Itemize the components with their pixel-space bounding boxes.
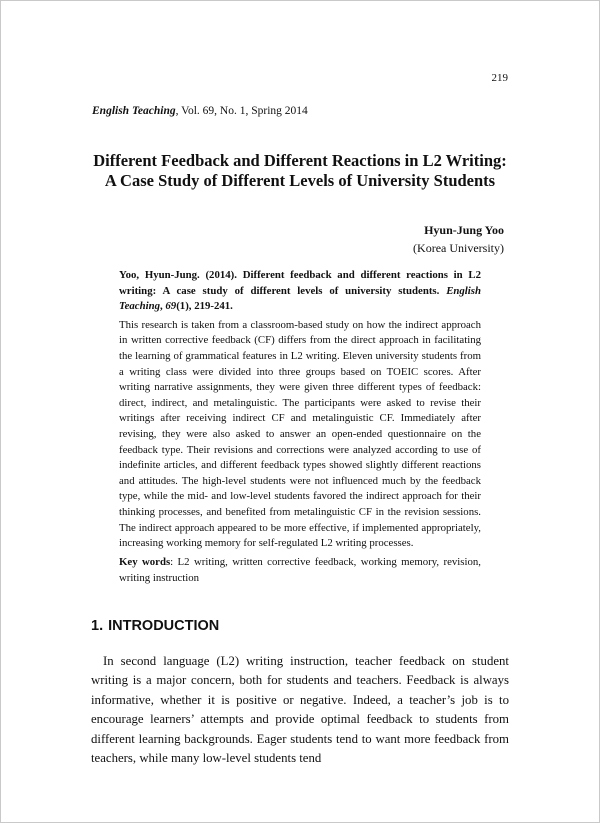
- paper-title-line-1: Different Feedback and Different Reactions in L2 Writing:: [93, 151, 507, 170]
- page-number: 219: [491, 72, 508, 84]
- keywords: [119, 555, 481, 586]
- keywords-label: Key words: [119, 556, 171, 568]
- citation-volume: 69: [165, 300, 177, 313]
- paper-title: [60, 151, 540, 191]
- journal-issue: , Vol. 69, No. 1, Spring 2014: [175, 105, 308, 117]
- journal-name: English Teaching: [92, 105, 176, 117]
- abstract-block: [119, 268, 481, 552]
- citation-separator: ,: [160, 300, 166, 313]
- author-affiliation: (Korea University): [413, 241, 504, 255]
- citation: [119, 268, 481, 315]
- abstract-text: This research is taken from a classroom-based study on how the indirect approach in written corrective feedback (CF) differs from the direct approach in facilitating the learning of grammatical features in L2 writing. Eleven university students from a writing class were divided into three groups based on TOEIC scores. After writing narrative assignments, they were given three different types of feedback: direct, indirect, and metalinguistic. The participants were asked to revise their writings after receiving indirect CF and metalinguistic CF. Immediately after revising, they were also asked to answer an open-ended questionnaire on the feedback type. Their revisions and corrections were analyzed according to use of indefinite articles, and different feedback types showed slightly different reactions and attitudes. The high-level students were not influenced much by the feedback type, while the mid- and low-level students favored the indirect approach for their thinking processes, and benefited from metalinguistic CF in the revision sessions. The indirect approach appeared to be more effective, if implemented appropriately, increasing working memory for self-regulated L2 writing processes.: [119, 318, 481, 550]
- citation-authors-year: Yoo, Hyun-Jung. (2014).: [119, 269, 243, 281]
- paper-title-line-2: A Case Study of Different Levels of University Students: [104, 171, 496, 190]
- citation-title: Different feedback and different reactions in L2 writing: A case study of different levels of university students.: [119, 269, 481, 297]
- section-title: INTRODUCTION: [108, 618, 220, 634]
- intro-paragraph: In second language (L2) writing instruction, teacher feedback on student writing is a major concern, both for students and teachers. Feedback is always informative, whether it is positive or negative. Indeed, a teacher’s job is to encourage learners’ attempts and provide optimal feedback to students from different learning backgrounds. Eager students tend to want more feedback from teachers, while many low-level students tend: [91, 654, 509, 766]
- citation-journal: English Teaching: [119, 284, 481, 313]
- author-name: Hyun-Jung Yoo: [424, 223, 504, 237]
- running-head: [92, 105, 308, 117]
- section-number: 1.: [91, 618, 104, 634]
- section-heading-introduction: [91, 618, 219, 634]
- author-block: [413, 221, 504, 257]
- citation-pages: (1), 219-241.: [176, 300, 233, 313]
- keywords-text: : L2 writing, written corrective feedback, working memory, revision, writing instruction: [119, 556, 481, 584]
